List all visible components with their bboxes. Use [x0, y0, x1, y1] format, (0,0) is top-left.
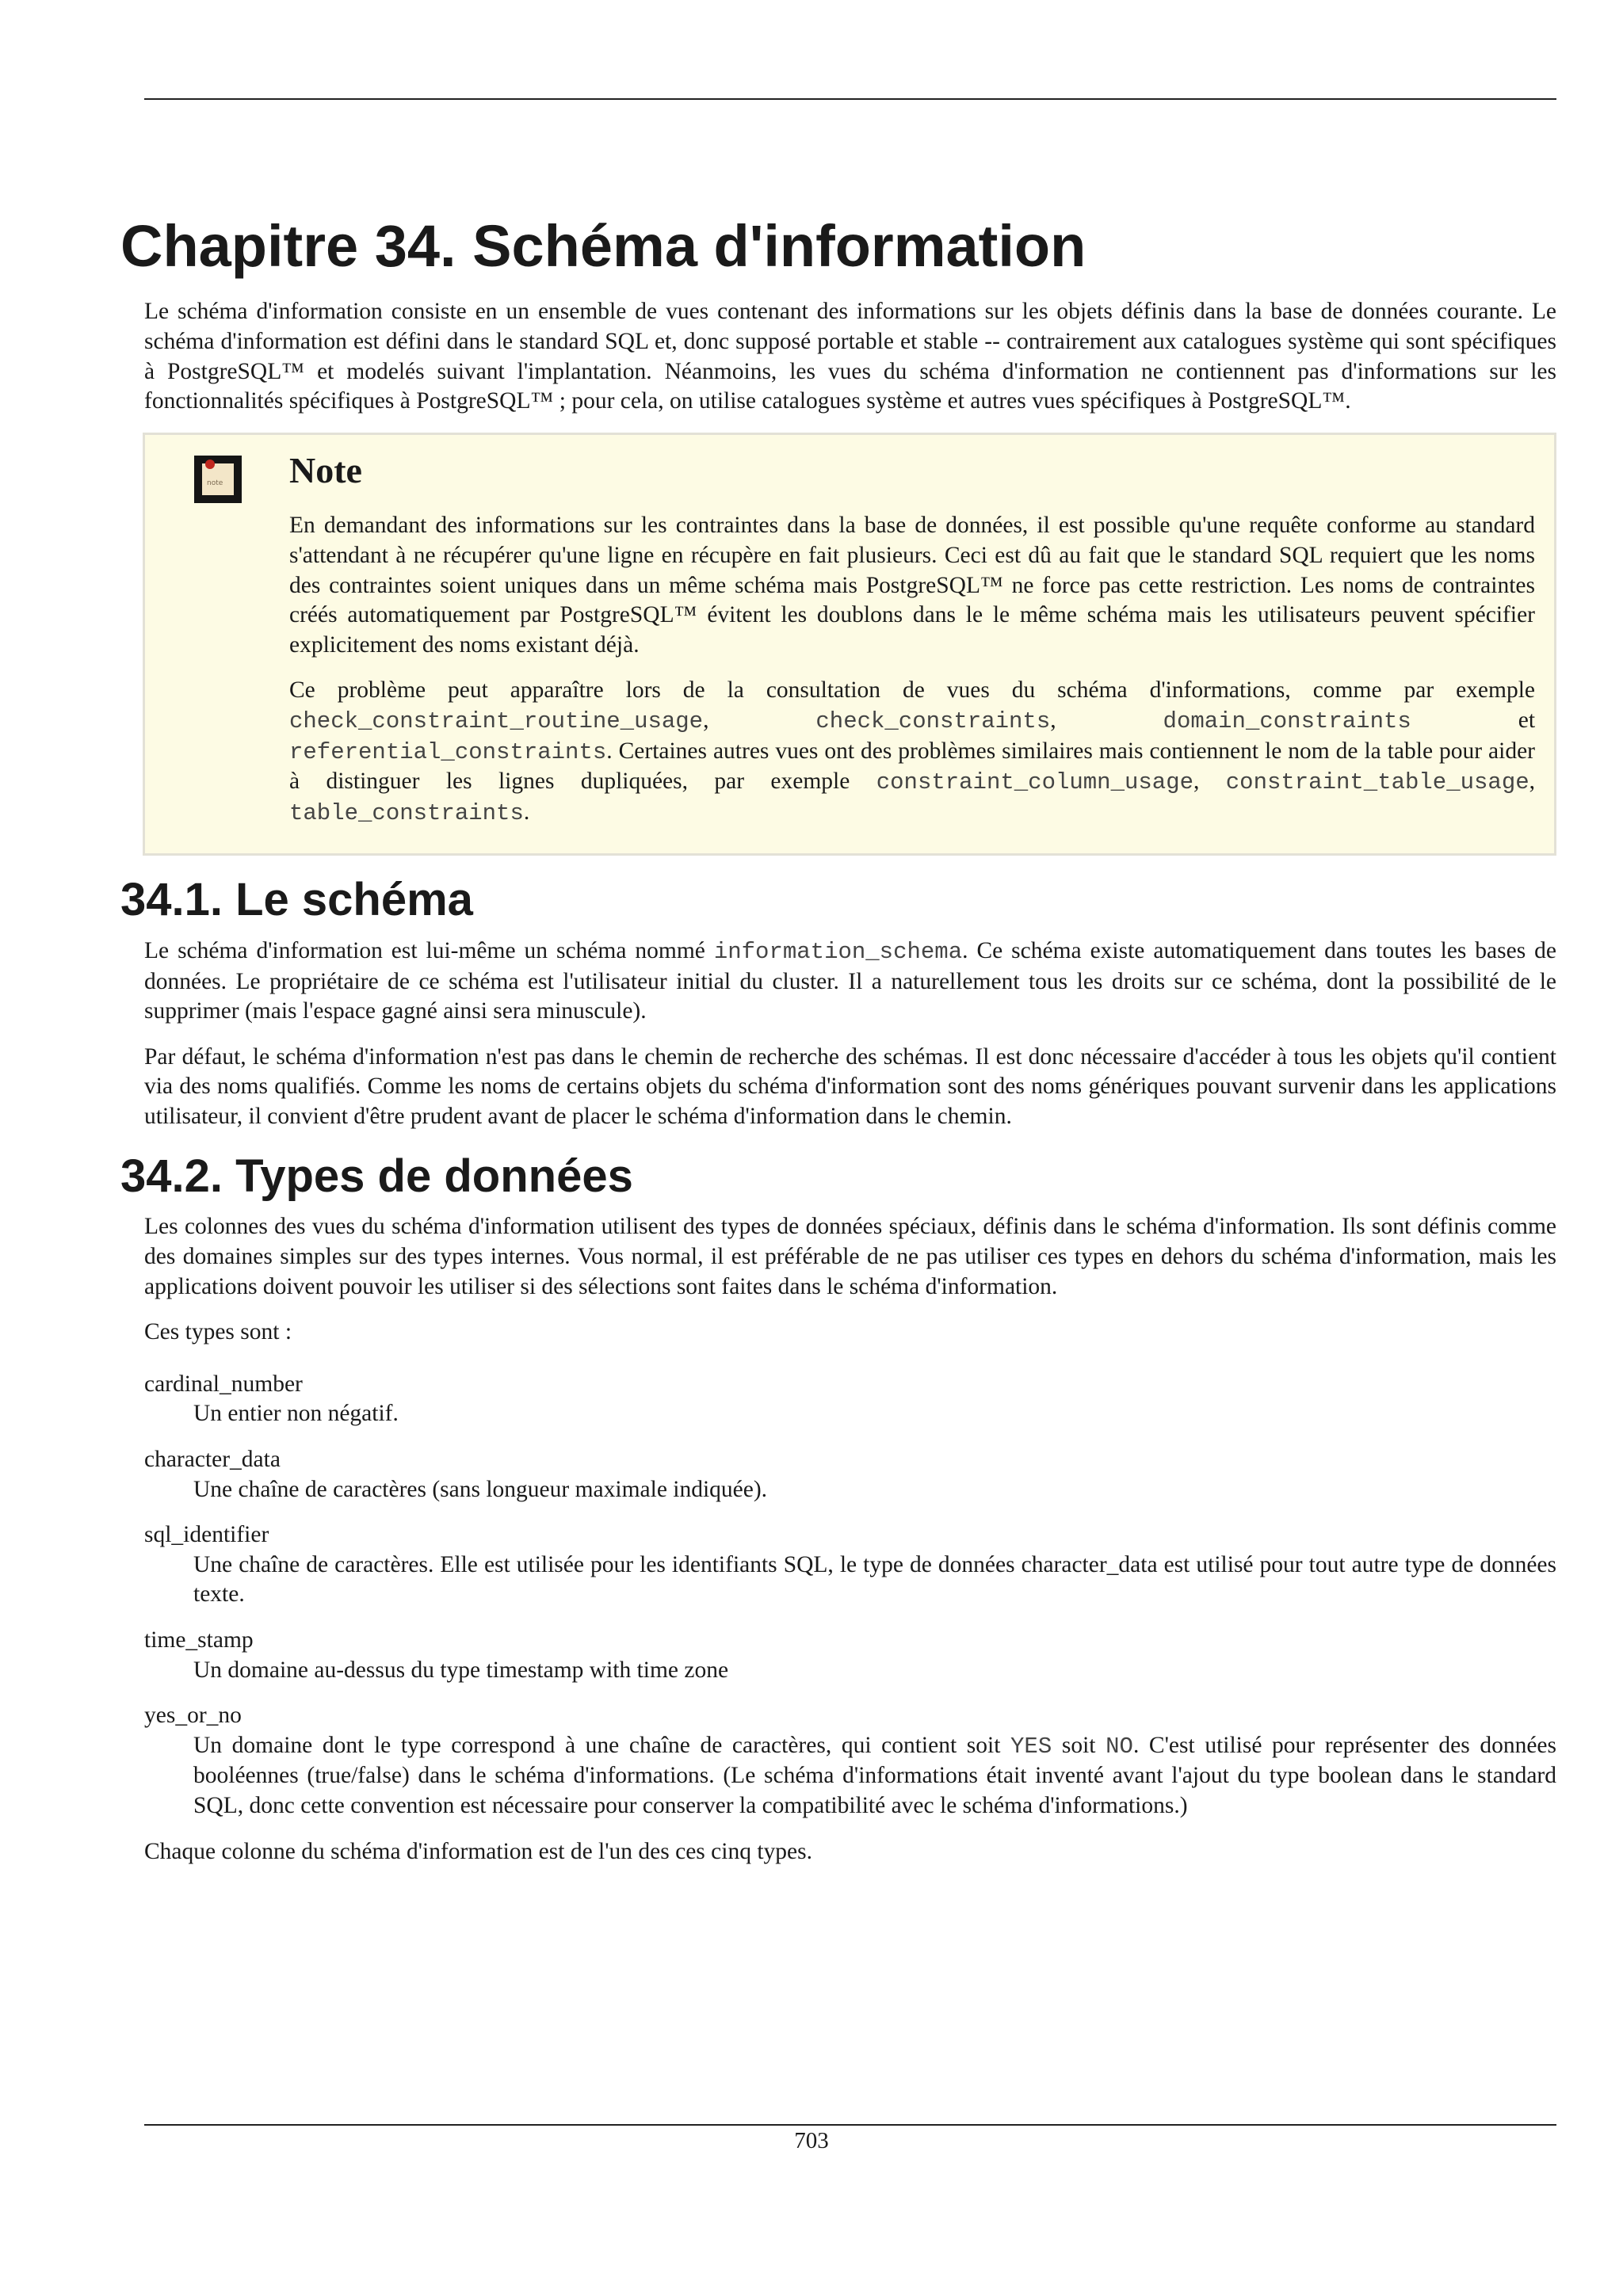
code-referential-constraints: referential_constraints [289, 738, 607, 765]
type-term: yes_or_no [144, 1703, 242, 1729]
section2-paragraph-3: Chaque colonne du schéma d'information est de l'un des ces cinq types. [144, 1838, 812, 1864]
type-term: cardinal_number [144, 1371, 303, 1397]
section-title-data-types: 34.2. Types de données [120, 1150, 633, 1202]
section1-paragraph-1: Le schéma d'information est lui-même un schéma nommé information_schema. Ce schéma existe automatiquement dans toutes les bases de données. Le propriétaire de ce schéma est l'utilisateur initial du cluster. Il a naturellement tous les droits sur ce schéma, dont la possibilité de le supprimer (mais l'espace gagné ainsi sera minuscule). [144, 938, 1556, 1024]
types-list [144, 1370, 1556, 1821]
chapter-title: Chapitre 34. Schéma d'information [120, 213, 1086, 279]
note-heading: Note [289, 449, 362, 490]
note-box [143, 433, 1556, 856]
type-description: Un domaine au-dessus du type timestamp with time zone [193, 1657, 729, 1683]
section2-paragraph-1: Les colonnes des vues du schéma d'information utilisent des types de données spéciaux, définis dans le schéma d'information. Ils sont définis comme des domaines simples sur des types internes. Vous normal, il est préférable de ne pas utiliser ces types en dehors du schéma d'information, mais les applications doivent pouvoir les utiliser si des sélections sont faites dans le schéma d'information. [144, 1214, 1556, 1299]
note-paragraph-2: Ce problème peut apparaître lors de la consultation de vues du schéma d'informations, comme par exemple check_constraint_routine_usage, check_constraints, domain_constraints et referential_constraints. Certaines autres vues ont des problèmes similaires mais contiennent le nom de la table pour aider à distinguer les lignes dupliquées, par exemple constraint_column_usage, constraint_table_usage, table_constraints. [289, 677, 1536, 826]
code-table-constraints: table_constraints [289, 799, 524, 826]
code-yes: YES [1010, 1733, 1052, 1760]
type-term: character_data [144, 1447, 281, 1473]
chapter-intro: Le schéma d'information consiste en un ensemble de vues contenant des informations sur les objets définis dans la base de données courante. Le schéma d'information est défini dans le standard SQL et, donc supposé portable et stable -- contrairement aux catalogues système qui sont spécifiques à PostgreSQL™ et modelés suivant l'implantation. Néanmoins, les vues du schéma d'information ne contiennent pas d'informations sur les fonctionnalités spécifiques à PostgreSQL™ ; pour cela, on utilise catalogues système et autres vues spécifiques à PostgreSQL™. [144, 299, 1556, 414]
code-check-constraints: check_constraints [815, 707, 1051, 734]
code-constraint-column-usage: constraint_column_usage [876, 769, 1193, 796]
page-number: 703 [794, 2128, 829, 2153]
note-body [289, 451, 1535, 845]
type-description: Une chaîne de caractères (sans longueur maximale indiquée). [193, 1476, 768, 1502]
section2-paragraph-2: Ces types sont : [144, 1319, 292, 1345]
code-constraint-table-usage: constraint_table_usage [1225, 769, 1529, 796]
type-description: Une chaîne de caractères. Elle est utilisée pour les identifiants SQL, le type de données character_data est utilisé pour tout autre type de données texte. [193, 1551, 1556, 1608]
code-check-constraint-routine-usage: check_constraint_routine_usage [289, 707, 704, 734]
type-term: time_stamp [144, 1627, 254, 1653]
section1-paragraph-2: Par défaut, le schéma d'information n'est pas dans le chemin de recherche des schémas. Il est donc nécessaire d'accéder à tous les objets qu'il contient via des noms qualifiés. Comme les noms de certains objets du schéma d'information sont des noms génériques pouvant survenir dans les applications utilisateur, il convient d'être prudent avant de placer le schéma d'information dans le chemin. [144, 1043, 1556, 1130]
type-term: sql_identifier [144, 1522, 269, 1548]
type-description: Un entier non négatif. [193, 1401, 399, 1427]
code-domain-constraints: domain_constraints [1163, 707, 1411, 734]
code-information-schema: information_schema [713, 939, 963, 966]
header-rule [144, 98, 1556, 100]
footer-rule [144, 2124, 1556, 2126]
type-description: Un domaine dont le type correspond à une chaîne de caractères, qui contient soit YES soit NO. C'est utilisé pour représenter des données booléennes (true/false) dans le schéma d'informations. (Le schéma d'informations était inventé avant l'ajout du type boolean dans le standard SQL, donc cette convention est nécessaire pour conserver la compatibilité avec le schéma d'informations.) [193, 1732, 1556, 1818]
code-no: NO [1106, 1733, 1133, 1760]
note-paragraph-1: En demandant des informations sur les contraintes dans la base de données, il est possible qu'une requête conforme au standard s'attendant à ne récupérer qu'une ligne en récupère en fait plusieurs. Ceci est dû au fait que le standard SQL requiert que les noms des contraintes soient uniques dans un même schéma mais PostgreSQL™ ne force pas cette restriction. Les noms de contraintes créés automatiquement par PostgreSQL™ évitent les doublons dans le le même schéma mais les utilisateurs peuvent spécifier explicitement des noms existant déjà. [289, 513, 1535, 658]
section-title-schema: 34.1. Le schéma [120, 874, 473, 926]
note-icon: note [194, 456, 242, 503]
page-content [120, 200, 1556, 1882]
